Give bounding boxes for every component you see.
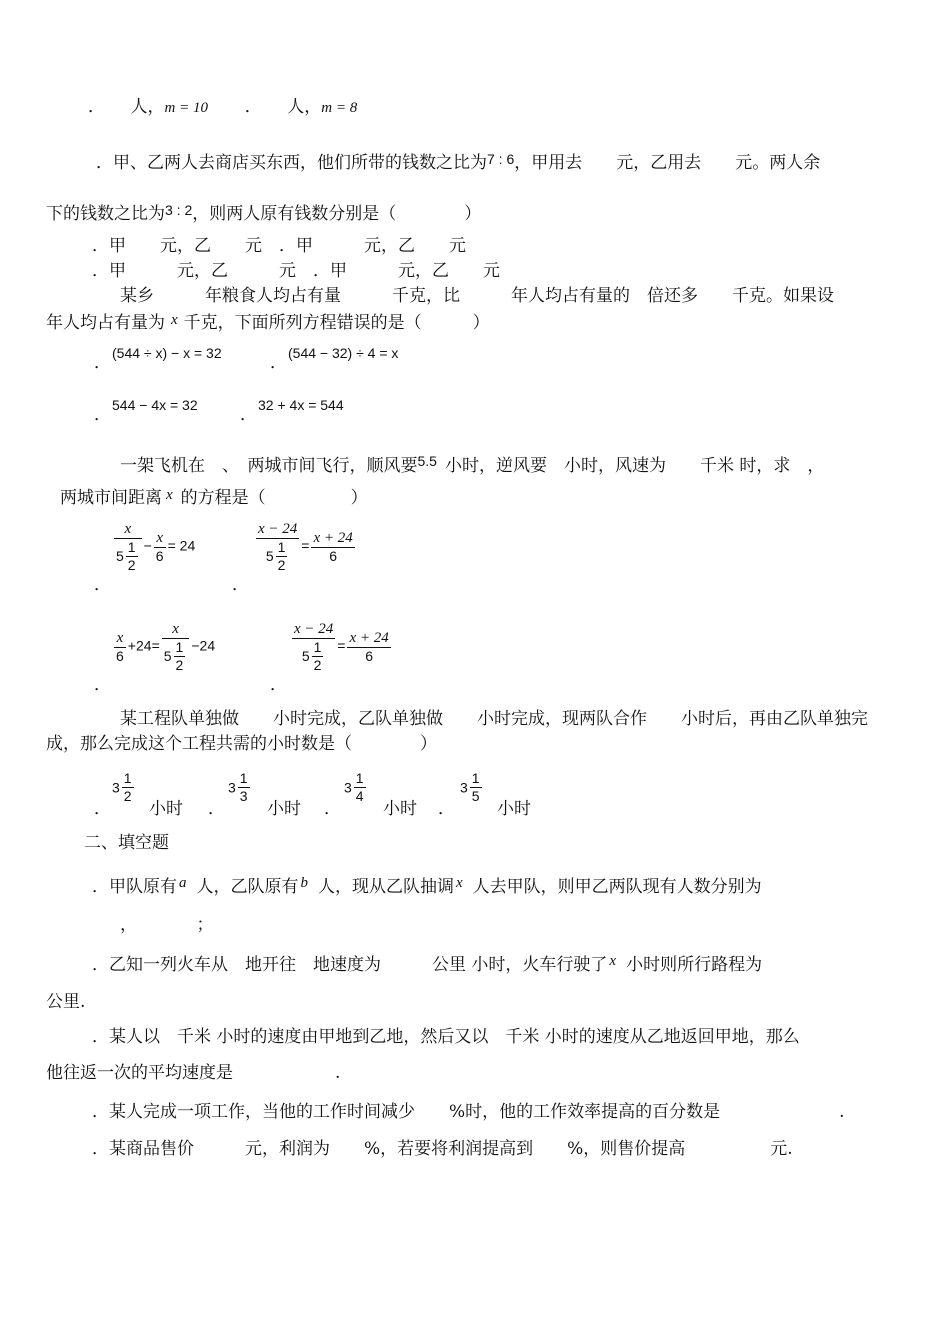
plane-eq-d-dot: ． [270,675,287,695]
plane-question-line1 [120,450,824,477]
plane-text-a: 一架飞机在 、 两城市间飞行，顺风要 [120,456,418,476]
fill-1-text-a: ．甲队原有 [92,877,177,897]
project-question-line1: 某工程队单独做 小时完成，乙队单独做 小时完成，现两队合作 小时后，再由乙队单独完 [120,709,868,729]
money-text-b: ，甲用去 元，乙用去 元。两人余 [514,153,821,173]
project-option-b-label: ． 小时 [208,799,301,819]
fill-1-var-b: b [300,875,308,891]
fill-4-line1: ．某人完成一项工作，当他的工作时间减少 %时，他的工作效率提高的百分数是 . [92,1102,845,1122]
fill-2-line1 [92,950,762,976]
grain-question-line2 [46,309,490,334]
grain-eq-c-dot: ． [94,405,111,425]
money-text-d: ，则两人原有钱数分别是（ ） [192,204,482,224]
money-options-row2: ．甲 元，乙 元 ．甲 元，乙 元 [92,261,500,281]
grain-eq-b: (544 − 32) ÷ 4 = x [288,345,399,361]
fraction: $\frac{x + 24}{6}$ [313,530,353,564]
grain-eq-a-dot: ． [94,353,111,373]
option-c-text: ． 人， [88,97,165,117]
fraction: x − 24 5 $\frac{1}{2}$ [258,521,298,573]
fraction: x 5 $\frac{1}{2}$ [162,620,190,674]
plane-eq-c-dot: ． [94,675,111,695]
grain-eq-d: 32 + 4x = 544 [258,397,344,413]
plane-eq-c: $\frac{x}{6}$ +24= x 5 $\frac{1}{2}$ −24 [116,621,216,673]
grain-question-line1: 某乡 年粮食人均占有量 千克，比 年人均占有量的 倍还多 千克。如果设 [120,286,834,306]
fraction: $\frac{x + 24}{6}$ [349,630,389,664]
money-text-a: ．甲、乙两人去商店买东西，他们所带的钱数之比为 [96,153,487,173]
fill-1-line1 [92,872,762,898]
fraction: $\frac{x}{6}$ [155,530,164,564]
option-c-math: m = 10 [164,100,208,116]
fraction: $\frac{x}{6}$ [116,630,124,664]
option-d-text: ． 人， [244,97,322,117]
fill-1-text-d: 人去甲队，则甲乙两队现有人数分别为 [472,877,762,897]
grain-text-a: 年人均占有量为 [46,313,165,333]
grain-text-b: 千克，下面所列方程错误的是（ ） [183,313,490,333]
plane-eq-b-dot: ． [232,575,249,595]
fill-2-text-a: ．乙知一列火车从 地开往 地速度为 公里 小时，火车行驶了 [92,955,608,975]
plane-text-d: 的方程是（ ） [180,488,368,508]
grain-var: x [171,312,178,328]
money-question-line2 [46,199,481,225]
project-option-c: 3 $\frac{1}{4}$ [344,770,364,804]
plane-eq-a: x 5 $\frac{1}{2}$ − $\frac{x}{6}$ = 24 [116,521,196,573]
plane-eq-d: x − 24 5 $\frac{1}{2}$ = $\frac{x + 24}{6}$ [294,621,389,673]
section-title-fill-blank: 二、填空题 [84,833,169,853]
plane-text-b: 小时，逆风要 小时，风速为 千米 时，求 ， [444,456,825,476]
prev-question-options [88,96,357,119]
project-option-b: 3 $\frac{1}{3}$ [228,770,248,804]
money-options-row1: ．甲 元，乙 元 ．甲 元，乙 元 [92,236,466,256]
project-option-d-label: ． 小时 [438,799,531,819]
fraction: x 5 $\frac{1}{2}$ [114,520,142,574]
fraction: x − 24 5 $\frac{1}{2}$ [294,621,334,673]
grain-eq-d-dot: ． [240,405,257,425]
project-option-d: 3 $\frac{1}{5}$ [460,770,480,804]
fill-2-var-x: x [609,953,617,969]
grain-eq-b-dot: ． [270,353,287,373]
plane-hours: 5.5 [417,453,437,469]
grain-eq-a: (544 ÷ x) − x = 32 [112,345,222,361]
project-question-line2: 成，那么完成这个工程共需的小时数是（ ） [46,734,437,754]
plane-eq-b: x − 24 5 $\frac{1}{2}$ = $\frac{x + 24}{6}$ [258,521,353,573]
plane-eq-a-dot: ． [94,575,111,595]
fill-1-var-a: a [179,875,187,891]
grain-eq-c: 544 − 4x = 32 [112,397,198,413]
money-ratio-2: 3 : 2 [165,202,193,218]
money-question-line1 [96,148,820,174]
project-option-c-label: ． 小时 [324,799,417,819]
plane-question-line2 [60,484,368,509]
fill-5-line1: ．某商品售价 元，利润为 %，若要将利润提高到 %，则售价提高 元. [92,1139,793,1159]
project-option-a-label: ． 小时 [94,799,183,819]
fill-1-text-b: 人，乙队原有 [196,877,299,897]
fill-1-text-c: 人，现从乙队抽调 [318,877,454,897]
fill-2-text-b: 小时则所行路程为 [626,955,763,975]
plane-text-c: 两城市间距离 [60,488,162,508]
fill-3-line1: ．某人以 千米 小时的速度由甲地到乙地，然后又以 千米 小时的速度从乙地返回甲地，那么 [92,1027,800,1047]
fill-3-line2: 他往返一次的平均速度是 . [46,1063,341,1083]
money-ratio-1: 7 : 6 [487,151,515,167]
fill-1-var-x: x [456,875,463,891]
money-text-c: 下的钱数之比为 [46,204,165,224]
option-d-math: m = 8 [321,100,358,116]
plane-var: x [166,487,173,503]
project-option-a: 3 $\frac{1}{2}$ [112,770,132,804]
fill-2-line2: 公里. [46,992,86,1012]
fill-1-line2: ， ； [120,915,214,935]
